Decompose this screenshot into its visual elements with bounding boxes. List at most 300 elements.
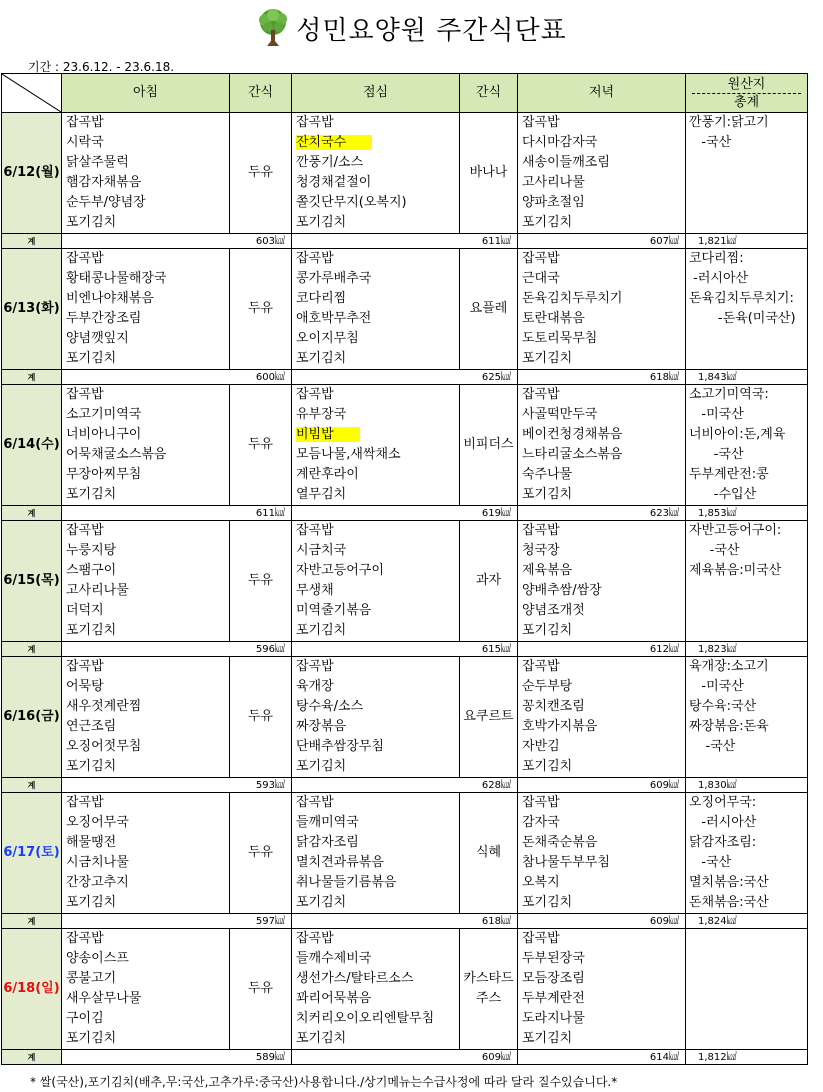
dinner-item-text: 다시마감자국: [522, 135, 598, 150]
dinner-item: [522, 113, 685, 133]
dinner-item: [522, 465, 685, 485]
dinner-item: [522, 405, 685, 425]
origin-item: [689, 113, 807, 133]
lunch-item: [296, 1029, 459, 1049]
dinner-item: [522, 949, 685, 969]
origin-item-text: 오징어무국:: [689, 795, 757, 810]
kcal-breakfast: 611㎉: [62, 506, 292, 521]
day-date: 6/15(목): [2, 521, 62, 642]
breakfast-item: [66, 465, 229, 485]
kcal-lunch: 619㎉: [292, 506, 518, 521]
lunch-item: [296, 521, 459, 541]
lunch-item-text: 멸치견과류볶음: [296, 855, 384, 870]
dinner-item-text: 꽁치캔조림: [522, 699, 585, 714]
dinner-item: [522, 717, 685, 737]
dinner-item: [522, 385, 685, 405]
lunch-item: [296, 445, 459, 465]
breakfast-item-text: 순두부/양념장: [66, 195, 146, 210]
snack1-cell: 두유: [230, 793, 292, 914]
kcal-breakfast: 600㎉: [62, 370, 292, 385]
breakfast-item-text: 새우젓계란찜: [66, 699, 142, 714]
lunch-item-text: 무생채: [296, 583, 334, 598]
breakfast-item: [66, 445, 229, 465]
breakfast-item-text: 소고기미역국: [66, 407, 142, 422]
lunch-item-text: 유부장국: [296, 407, 347, 422]
dinner-item-text: 도라지나물: [522, 1011, 585, 1026]
lunch-item: [296, 329, 459, 349]
breakfast-item: [66, 581, 229, 601]
lunch-item-text: 단배추쌈장무침: [296, 739, 384, 754]
lunch-item-text: 포기김치: [296, 1031, 347, 1046]
dinner-item: [522, 893, 685, 913]
breakfast-item: [66, 405, 229, 425]
page-title-area: [0, 6, 823, 50]
origin-item: [689, 249, 807, 269]
kcal-breakfast: 589㎉: [62, 1050, 292, 1065]
origin-cell: [686, 793, 808, 914]
lunch-item-text: 오이지무침: [296, 331, 359, 346]
origin-cell: [686, 113, 808, 234]
day-row: [2, 521, 808, 642]
dinner-cell: [518, 521, 686, 642]
lunch-item-text: 모듬나물,새싹채소: [296, 447, 401, 462]
day-row: [2, 249, 808, 370]
lunch-item: [296, 349, 459, 369]
header-lunch: 점심: [292, 74, 460, 113]
breakfast-item-text: 잡곡밥: [66, 523, 104, 538]
breakfast-item-text: 포기김치: [66, 215, 117, 230]
lunch-item-text: 잡곡밥: [296, 523, 334, 538]
lunch-item: [296, 853, 459, 873]
kcal-dinner: 609㎉: [518, 914, 686, 929]
snack2-cell: 바나나: [460, 113, 518, 234]
snack1-cell: 두유: [230, 113, 292, 234]
day-date: 6/13(화): [2, 249, 62, 370]
total-row: [2, 778, 808, 793]
breakfast-item-text: 새우살무나물: [66, 991, 142, 1006]
header-snack2: 간식: [460, 74, 518, 113]
dinner-item: [522, 677, 685, 697]
lunch-item: [296, 969, 459, 989]
lunch-item-text: 탕수육/소스: [296, 699, 364, 714]
breakfast-item-text: 오징어젓무침: [66, 739, 142, 754]
breakfast-item-text: 무장아찌무침: [66, 467, 142, 482]
lunch-item: [296, 133, 459, 153]
snack1-cell: 두유: [230, 249, 292, 370]
breakfast-item: [66, 385, 229, 405]
dinner-item: [522, 541, 685, 561]
lunch-item: [296, 697, 459, 717]
snack2-cell: 요플레: [460, 249, 518, 370]
lunch-item: [296, 1009, 459, 1029]
lunch-item-text: 잡곡밥: [296, 931, 334, 946]
lunch-cell: [292, 657, 460, 778]
origin-item: [689, 833, 807, 853]
breakfast-item-text: 황태콩나물해장국: [66, 271, 167, 286]
lunch-item-text: 잡곡밥: [296, 795, 334, 810]
dinner-item: [522, 601, 685, 621]
kcal-breakfast: 596㎉: [62, 642, 292, 657]
lunch-item: [296, 113, 459, 133]
breakfast-item-text: 오징어무국: [66, 815, 129, 830]
dinner-item-text: 도토리묵무침: [522, 331, 598, 346]
lunch-item-text: 애호박무추전: [296, 311, 372, 326]
header-origin-total: [686, 74, 808, 113]
total-row: [2, 234, 808, 249]
lunch-item: [296, 893, 459, 913]
breakfast-item: [66, 873, 229, 893]
origin-cell: [686, 249, 808, 370]
lunch-item: [296, 385, 459, 405]
total-row: [2, 506, 808, 521]
dinner-item: [522, 581, 685, 601]
lunch-item-text: 포기김치: [296, 759, 347, 774]
origin-item-text: 돈채볶음:국산: [689, 895, 769, 910]
lunch-item: [296, 949, 459, 969]
breakfast-item-text: 연근조림: [66, 719, 117, 734]
day-date: 6/12(월): [2, 113, 62, 234]
lunch-item: [296, 465, 459, 485]
dinner-item-text: 포기김치: [522, 215, 573, 230]
lunch-item: [296, 561, 459, 581]
kcal-lunch: 625㎉: [292, 370, 518, 385]
breakfast-item: [66, 541, 229, 561]
lunch-item: [296, 269, 459, 289]
dinner-item-text: 포기김치: [522, 759, 573, 774]
snack1-cell: 두유: [230, 521, 292, 642]
dinner-item: [522, 793, 685, 813]
dinner-item-text: 참나물두부무침: [522, 855, 610, 870]
dinner-item: [522, 813, 685, 833]
dinner-item: [522, 485, 685, 505]
header-dinner: 저녁: [518, 74, 686, 113]
breakfast-item-text: 포기김치: [66, 487, 117, 502]
breakfast-item: [66, 425, 229, 445]
dinner-item-text: 포기김치: [522, 895, 573, 910]
breakfast-item: [66, 249, 229, 269]
origin-item-text: -러시아산: [689, 271, 749, 286]
origin-item: [689, 521, 807, 541]
breakfast-cell: [62, 793, 230, 914]
dinner-item-text: 잡곡밥: [522, 115, 560, 130]
dinner-item: [522, 349, 685, 369]
origin-item-text: 자반고등어구이:: [689, 523, 782, 538]
dinner-item: [522, 969, 685, 989]
lunch-item: [296, 309, 459, 329]
dinner-item-text: 제육볶음: [522, 563, 573, 578]
dinner-item-text: 감자국: [522, 815, 560, 830]
origin-item-text: 탕수육:국산: [689, 699, 757, 714]
origin-item: [689, 561, 807, 581]
origin-item-text: 두부계란전:콩: [689, 467, 769, 482]
breakfast-item-text: 잡곡밥: [66, 795, 104, 810]
breakfast-item: [66, 621, 229, 641]
breakfast-item-text: 해물땡전: [66, 835, 117, 850]
lunch-item-text: 포기김치: [296, 215, 347, 230]
lunch-item: [296, 405, 459, 425]
header-total: 총계: [733, 94, 760, 110]
breakfast-cell: [62, 929, 230, 1050]
kcal-total: 1,823㎉: [686, 642, 808, 657]
lunch-item: [296, 249, 459, 269]
lunch-item: [296, 289, 459, 309]
breakfast-item-text: 양송이스프: [66, 951, 129, 966]
origin-item: [689, 717, 807, 737]
dinner-item-text: 돈육김치두루치기: [522, 291, 623, 306]
breakfast-item-text: 더덕지: [66, 603, 104, 618]
origin-item-text: -국산: [689, 739, 736, 754]
total-label: 계: [2, 778, 62, 793]
origin-item-text: 소고기미역국:: [689, 387, 769, 402]
total-label: 계: [2, 642, 62, 657]
dinner-item: [522, 173, 685, 193]
dinner-item-text: 두부된장국: [522, 951, 585, 966]
breakfast-item-text: 포기김치: [66, 1031, 117, 1046]
kcal-breakfast: 597㎉: [62, 914, 292, 929]
dinner-item-text: 호박가지볶음: [522, 719, 598, 734]
lunch-item: [296, 173, 459, 193]
lunch-cell: [292, 793, 460, 914]
lunch-item: [296, 677, 459, 697]
header-breakfast: 아침: [62, 74, 230, 113]
lunch-item-text: 깐풍기/소스: [296, 155, 364, 170]
breakfast-item: [66, 329, 229, 349]
breakfast-item: [66, 1029, 229, 1049]
dinner-item-text: 자반김: [522, 739, 560, 754]
kcal-dinner: 623㎉: [518, 506, 686, 521]
lunch-item: [296, 873, 459, 893]
lunch-item-text: 잡곡밥: [296, 251, 334, 266]
dinner-item: [522, 521, 685, 541]
origin-item-text: 육개장:소고기: [689, 659, 769, 674]
lunch-item-text: 자반고등어구이: [296, 563, 384, 578]
corner-cell: [2, 74, 62, 113]
dinner-item: [522, 737, 685, 757]
lunch-item-text: 짜장볶음: [296, 719, 347, 734]
origin-item-text: 코다리찜:: [689, 251, 744, 266]
origin-item-text: 너비아이:돈,계육: [689, 427, 786, 442]
breakfast-item: [66, 677, 229, 697]
total-label: 계: [2, 370, 62, 385]
origin-item-text: -국산: [689, 447, 744, 462]
breakfast-item-text: 어묵탕: [66, 679, 104, 694]
lunch-item: [296, 485, 459, 505]
dinner-item: [522, 757, 685, 777]
total-label: 계: [2, 506, 62, 521]
breakfast-item: [66, 349, 229, 369]
lunch-item: [296, 929, 459, 949]
lunch-item-text: 들깨수제비국: [296, 951, 372, 966]
origin-item: [689, 873, 807, 893]
lunch-item-text: 계란후라이: [296, 467, 359, 482]
breakfast-item-text: 고사리나물: [66, 583, 129, 598]
origin-item: [689, 813, 807, 833]
total-row: [2, 642, 808, 657]
lunch-item-text: 비빔밥: [296, 427, 360, 442]
kcal-breakfast: 603㎉: [62, 234, 292, 249]
dinner-item-text: 오복지: [522, 875, 560, 890]
breakfast-cell: [62, 521, 230, 642]
lunch-item: [296, 793, 459, 813]
lunch-item-text: 열무김치: [296, 487, 347, 502]
breakfast-item-text: 너비아니구이: [66, 427, 142, 442]
lunch-item: [296, 833, 459, 853]
lunch-item-text: 잔치국수: [296, 135, 372, 150]
kcal-lunch: 611㎉: [292, 234, 518, 249]
dinner-cell: [518, 113, 686, 234]
breakfast-item: [66, 697, 229, 717]
origin-item: [689, 697, 807, 717]
lunch-item: [296, 425, 459, 445]
period-text: 기간 : 23.6.12. - 23.6.18.: [28, 60, 175, 74]
breakfast-cell: [62, 113, 230, 234]
snack1-cell: 두유: [230, 929, 292, 1050]
dinner-item: [522, 561, 685, 581]
dinner-item: [522, 213, 685, 233]
dinner-item-text: 잡곡밥: [522, 523, 560, 538]
day-row: [2, 113, 808, 234]
dinner-item-text: 토란대볶음: [522, 311, 585, 326]
breakfast-item: [66, 521, 229, 541]
kcal-total: 1,821㎉: [686, 234, 808, 249]
snack1-cell: 두유: [230, 385, 292, 506]
breakfast-item-text: 스팸구이: [66, 563, 117, 578]
breakfast-item-text: 잡곡밥: [66, 251, 104, 266]
breakfast-item-text: 비엔나야채볶음: [66, 291, 154, 306]
dinner-item: [522, 697, 685, 717]
lunch-cell: [292, 113, 460, 234]
dinner-item-text: 양배추쌈/쌈장: [522, 583, 602, 598]
page-title: 성민요양원 주간식단표: [296, 15, 567, 46]
total-row: [2, 370, 808, 385]
breakfast-cell: [62, 385, 230, 506]
lunch-item-text: 잡곡밥: [296, 387, 334, 402]
lunch-item-text: 시금치국: [296, 543, 347, 558]
origin-item: [689, 541, 807, 561]
lunch-item: [296, 737, 459, 757]
breakfast-item-text: 포기김치: [66, 759, 117, 774]
lunch-item: [296, 601, 459, 621]
kcal-dinner: 607㎉: [518, 234, 686, 249]
dinner-item-text: 잡곡밥: [522, 659, 560, 674]
breakfast-item: [66, 561, 229, 581]
breakfast-item: [66, 193, 229, 213]
breakfast-item-text: 구이김: [66, 1011, 104, 1026]
breakfast-item: [66, 1009, 229, 1029]
origin-item: [689, 269, 807, 289]
header-origin: 원산지: [692, 76, 801, 94]
dinner-item: [522, 329, 685, 349]
footer-note: * 쌀(국산),포기김치(배추,무:국산,고추가루:중국산)사용합니다./상기메뉴는수급사정에 따라 달라 질수있습니다.*: [30, 1075, 618, 1089]
day-row: [2, 929, 808, 1050]
dinner-item-text: 순두부탕: [522, 679, 573, 694]
dinner-item: [522, 445, 685, 465]
snack2-cell: 식혜: [460, 793, 518, 914]
dinner-item: [522, 425, 685, 445]
breakfast-cell: [62, 657, 230, 778]
breakfast-item: [66, 893, 229, 913]
breakfast-item: [66, 793, 229, 813]
origin-item-text: 닭감자조림:: [689, 835, 757, 850]
snack2-cell: 카스타드 주스: [460, 929, 518, 1050]
breakfast-item-text: 포기김치: [66, 623, 117, 638]
day-date: 6/18(일): [2, 929, 62, 1050]
dinner-item-text: 양파초절임: [522, 195, 585, 210]
dinner-item-text: 잡곡밥: [522, 795, 560, 810]
breakfast-item-text: 시금치나물: [66, 855, 129, 870]
lunch-item: [296, 193, 459, 213]
dinner-item-text: 고사리나물: [522, 175, 585, 190]
breakfast-item: [66, 989, 229, 1009]
lunch-cell: [292, 249, 460, 370]
kcal-total: 1,812㎉: [686, 1050, 808, 1065]
lunch-item: [296, 153, 459, 173]
dinner-item: [522, 249, 685, 269]
origin-item: [689, 445, 807, 465]
dinner-item-text: 잡곡밥: [522, 387, 560, 402]
day-row: [2, 385, 808, 506]
dinner-item-text: 돈채죽순볶음: [522, 835, 598, 850]
origin-item-text: -국산: [689, 543, 740, 558]
total-label: 계: [2, 234, 62, 249]
kcal-dinner: 609㎉: [518, 778, 686, 793]
dinner-item: [522, 1009, 685, 1029]
lunch-cell: [292, 385, 460, 506]
lunch-item-text: 코다리찜: [296, 291, 347, 306]
origin-item: [689, 853, 807, 873]
lunch-item: [296, 989, 459, 1009]
lunch-cell: [292, 521, 460, 642]
breakfast-item: [66, 853, 229, 873]
snack1-cell: 두유: [230, 657, 292, 778]
lunch-item-text: 미역줄기볶음: [296, 603, 372, 618]
origin-item: [689, 893, 807, 913]
breakfast-item-text: 햄감자채볶음: [66, 175, 142, 190]
breakfast-item: [66, 929, 229, 949]
kcal-lunch: 618㎉: [292, 914, 518, 929]
origin-item: [689, 385, 807, 405]
breakfast-item: [66, 833, 229, 853]
lunch-item-text: 치커리오이오리엔탈무침: [296, 1011, 435, 1026]
kcal-total: 1,824㎉: [686, 914, 808, 929]
lunch-item-text: 취나물들기름볶음: [296, 875, 397, 890]
dinner-item-text: 포기김치: [522, 623, 573, 638]
lunch-item: [296, 717, 459, 737]
lunch-item: [296, 813, 459, 833]
tree-icon: [256, 8, 290, 48]
total-row: [2, 914, 808, 929]
breakfast-item-text: 닭살주물럭: [66, 155, 129, 170]
breakfast-item-text: 두부간장조림: [66, 311, 142, 326]
breakfast-item: [66, 657, 229, 677]
dinner-item-text: 모듬장조림: [522, 971, 585, 986]
header-row: [2, 74, 808, 113]
lunch-item-text: 포기김치: [296, 623, 347, 638]
dinner-cell: [518, 793, 686, 914]
dinner-item-text: 포기김치: [522, 351, 573, 366]
breakfast-item-text: 누룽지탕: [66, 543, 117, 558]
dinner-item-text: 잡곡밥: [522, 251, 560, 266]
dinner-cell: [518, 929, 686, 1050]
lunch-item-text: 청경채겉절이: [296, 175, 372, 190]
dinner-item-text: 새송이들깨조림: [522, 155, 610, 170]
lunch-item: [296, 621, 459, 641]
lunch-item-text: 콩가루배추국: [296, 271, 372, 286]
origin-item: [689, 465, 807, 485]
breakfast-item: [66, 309, 229, 329]
breakfast-item: [66, 601, 229, 621]
origin-item: [689, 657, 807, 677]
